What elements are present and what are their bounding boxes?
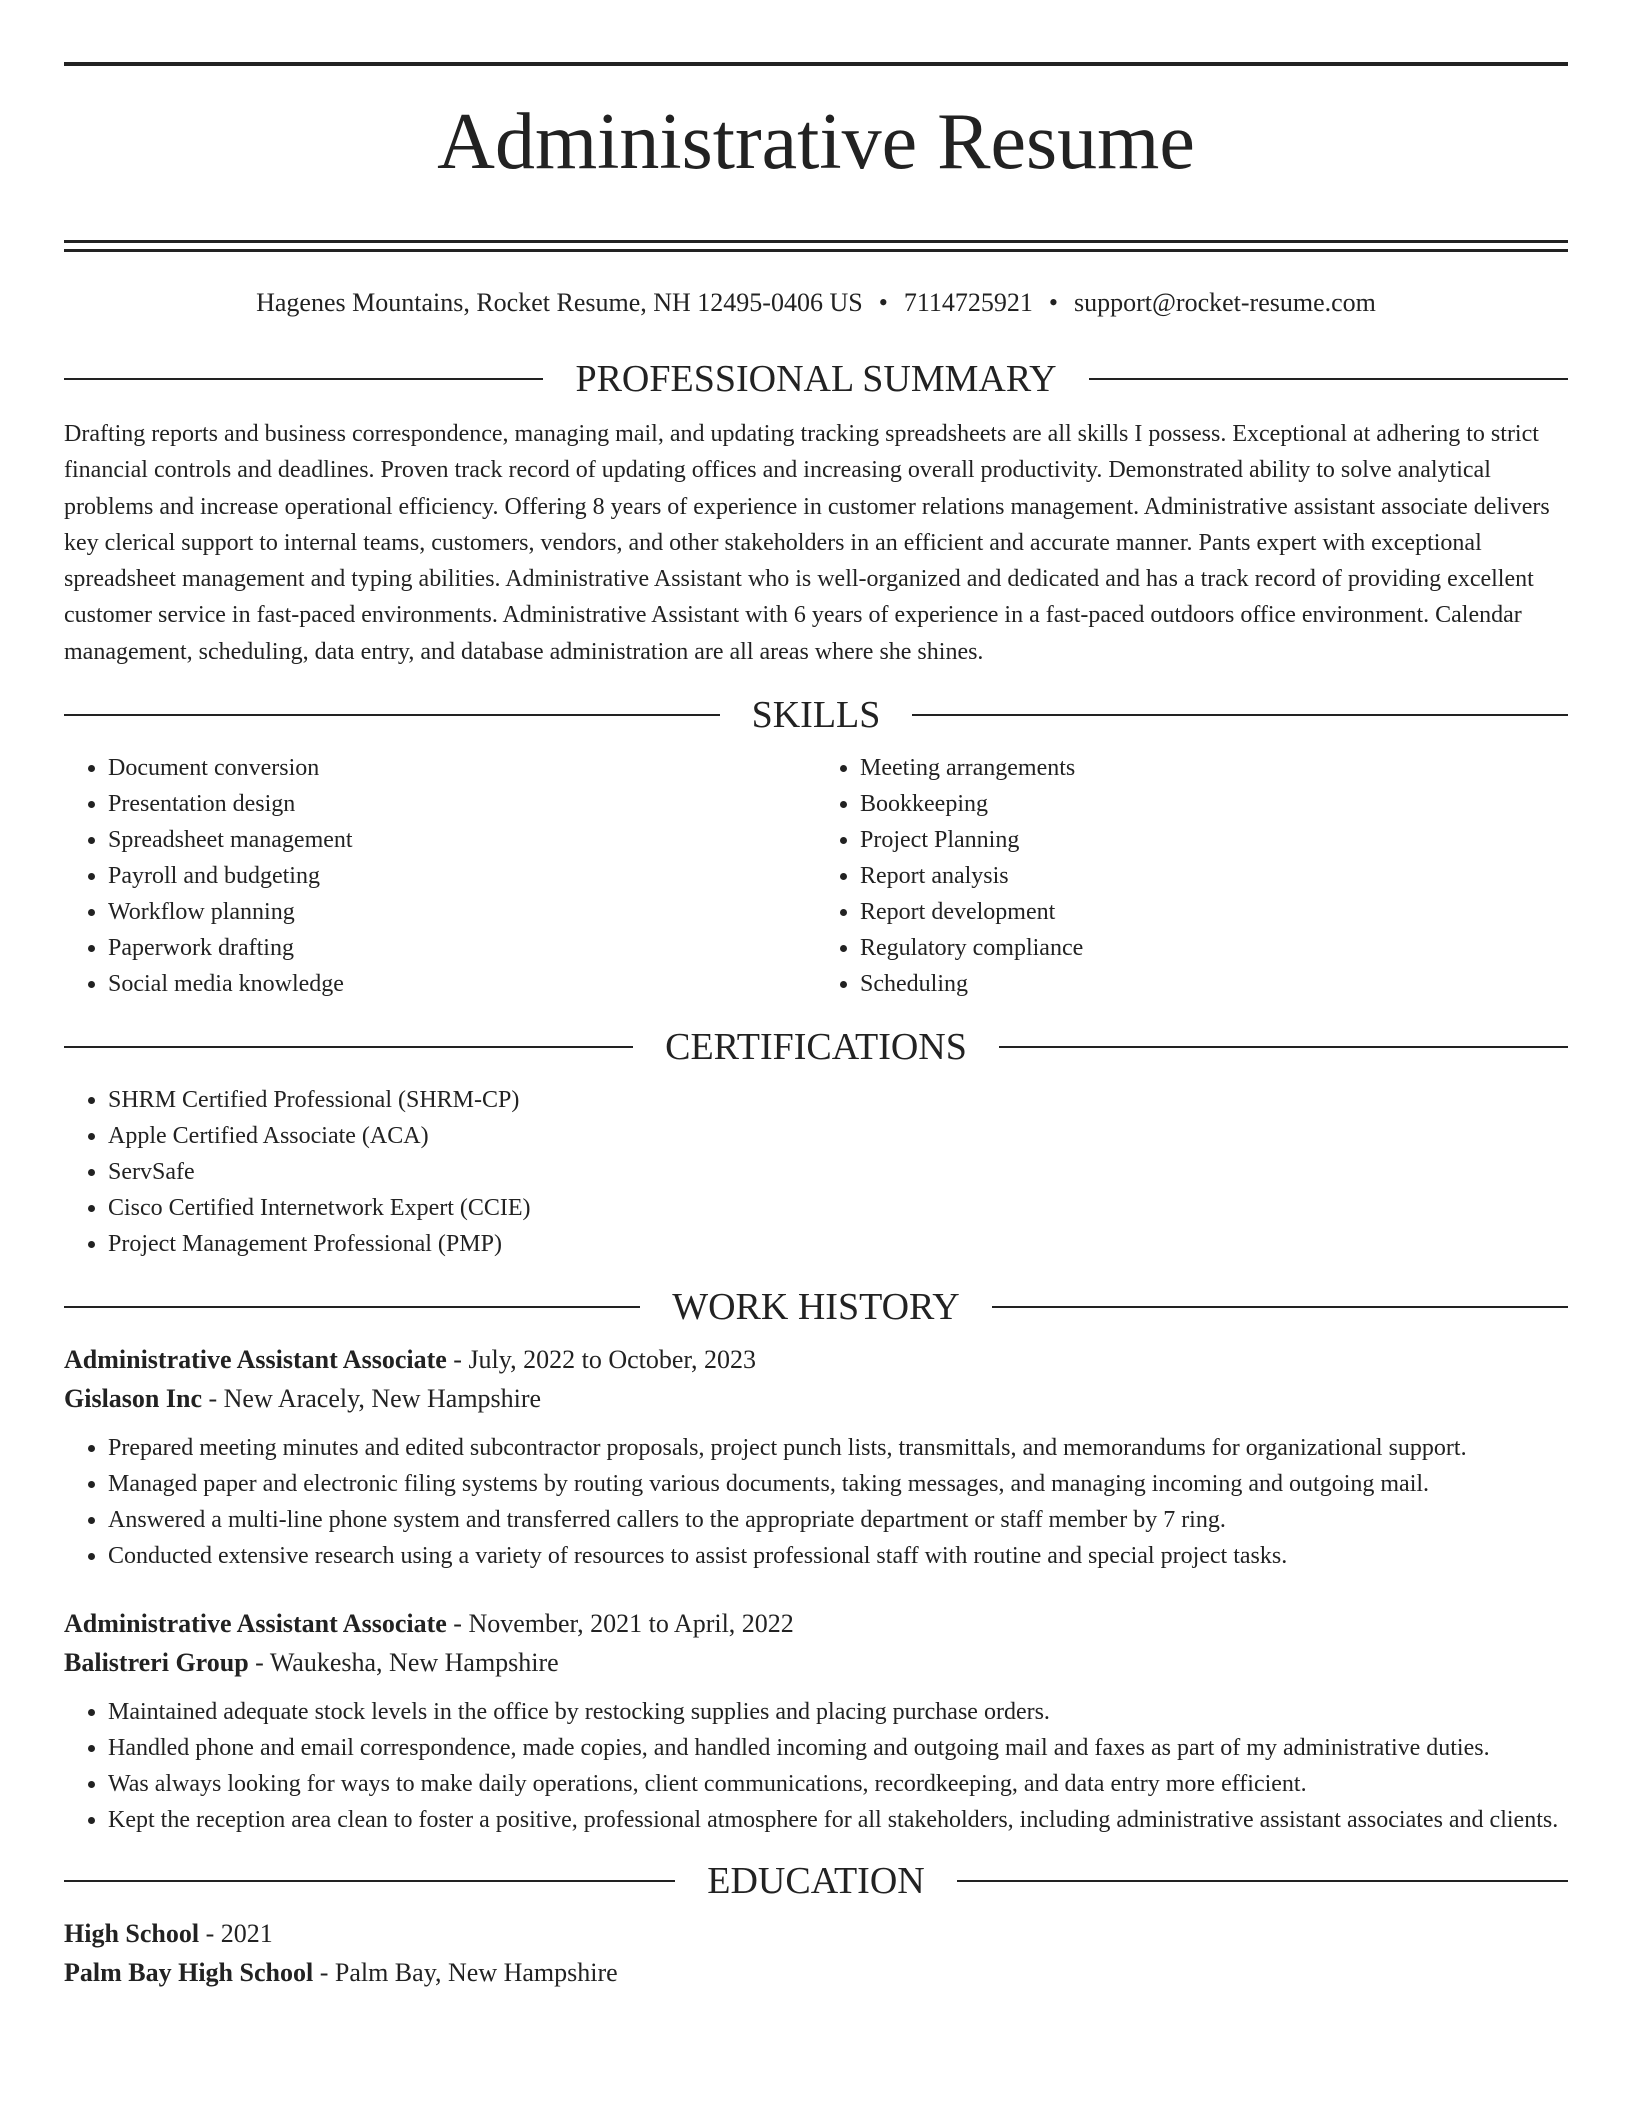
certification-item: • Apple Certified Associate (ACA) — [108, 1118, 1568, 1154]
job-duty: • Prepared meeting minutes and edited subcontractor proposals, project punch lists, transmittals, and memorandums for organizational support. — [108, 1430, 1568, 1466]
job-entry — [64, 1604, 1568, 1838]
job-duty: • Managed paper and electronic filing systems by routing various documents, taking messages, and managing incoming and outgoing mail. — [108, 1466, 1568, 1502]
certification-item: • ServSafe — [108, 1154, 1568, 1190]
heading-rule — [999, 1046, 1568, 1048]
title-double-rule — [64, 240, 1568, 252]
job-title-line — [64, 1340, 1568, 1379]
skill-item: • Social media knowledge — [108, 966, 816, 1002]
contact-phone: 7114725921 — [903, 288, 1033, 317]
job-duty: • Answered a multi-line phone system and transferred callers to the appropriate department or staff member by 7 ring. — [108, 1502, 1568, 1538]
section-heading-certifications — [64, 1024, 1568, 1070]
education-location: - Palm Bay, New Hampshire — [313, 1958, 618, 1988]
job-duty: • Kept the reception area clean to foster a positive, professional atmosphere for all stakeholders, including administrative assistant associates and clients. — [108, 1802, 1568, 1838]
skill-item: • Report development — [860, 894, 1568, 930]
job-title: Administrative Assistant Associate — [64, 1345, 447, 1375]
job-company: Gislason Inc — [64, 1384, 202, 1414]
education-year: - 2021 — [199, 1919, 273, 1949]
job-duty: • Conducted extensive research using a variety of resources to assist professional staff with routine and special project tasks. — [108, 1538, 1568, 1574]
heading-rule — [992, 1306, 1568, 1308]
skill-item: • Paperwork drafting — [108, 930, 816, 966]
skill-item: • Report analysis — [860, 858, 1568, 894]
job-entry — [64, 1340, 1568, 1574]
skill-item: • Project Planning — [860, 822, 1568, 858]
job-location: - New Aracely, New Hampshire — [202, 1384, 542, 1414]
job-duty: • Handled phone and email correspondence, made copies, and handled incoming and outgoing mail and faxes as part of my administrative duties. — [108, 1730, 1568, 1766]
resume-title: Administrative Resume — [437, 98, 1195, 186]
job-title: Administrative Assistant Associate — [64, 1609, 447, 1639]
skill-item: • Document conversion — [108, 750, 816, 786]
skill-item: • Presentation design — [108, 786, 816, 822]
skills-list — [64, 750, 1568, 1002]
education-degree: High School — [64, 1919, 200, 1949]
contact-separator: • — [878, 288, 888, 317]
job-duties — [64, 1430, 1568, 1574]
education-school-line — [64, 1953, 1568, 1992]
heading-rule — [64, 1880, 675, 1882]
education-entry — [64, 1914, 1568, 1992]
heading-rule — [1089, 378, 1568, 380]
section-heading-skills — [64, 692, 1568, 738]
heading-rule — [64, 1306, 640, 1308]
contact-line — [64, 286, 1568, 320]
contact-separator: • — [1048, 288, 1058, 317]
education-school: Palm Bay High School — [64, 1958, 314, 1988]
section-heading-summary — [64, 356, 1568, 402]
certification-item: • SHRM Certified Professional (SHRM-CP) — [108, 1082, 1568, 1118]
job-title-line — [64, 1604, 1568, 1643]
skill-item: • Payroll and budgeting — [108, 858, 816, 894]
skill-item: • Spreadsheet management — [108, 822, 816, 858]
job-company-line — [64, 1643, 1568, 1682]
certifications-list — [64, 1082, 1568, 1262]
skills-column-right — [816, 750, 1568, 1002]
section-label: SKILLS — [751, 694, 881, 737]
job-duties — [64, 1694, 1568, 1838]
skill-item: • Workflow planning — [108, 894, 816, 930]
section-label: WORK HISTORY — [672, 1286, 960, 1329]
skill-item: • Bookkeeping — [860, 786, 1568, 822]
skill-item: • Scheduling — [860, 966, 1568, 1002]
skills-column-left — [64, 750, 816, 1002]
contact-address: Hagenes Mountains, Rocket Resume, NH 12495-0406 US — [256, 288, 863, 317]
job-duty: • Was always looking for ways to make daily operations, client communications, recordkeeping, and data entry more efficient. — [108, 1766, 1568, 1802]
top-rule — [64, 62, 1568, 66]
summary-text: Drafting reports and business correspondence, managing mail, and updating tracking spreadsheets are all skills I possess. Exceptional at adhering to strict financial controls and deadlines. Proven track record of updating offices and increasing overall productivity. Demonstrated ability to solve analytical problems and increase operational efficiency. Offering 8 years of experience in customer relations management. Administrative assistant associate delivers key clerical support to internal teams, customers, vendors, and other stakeholders in an efficient and accurate manner. Pants expert with exceptional spreadsheet management and typing abilities. Administrative Assistant who is well-organized and dedicated and has a track record of providing excellent customer service in fast-paced environments. Administrative Assistant with 6 years of experience in a fast-paced outdoors office environment. Calendar management, scheduling, data entry, and database administration are all areas where she shines. — [64, 421, 1550, 665]
certification-item: • Cisco Certified Internetwork Expert (CCIE) — [108, 1190, 1568, 1226]
section-label: PROFESSIONAL SUMMARY — [575, 358, 1057, 400]
heading-rule — [912, 714, 1568, 716]
certification-item: • Project Management Professional (PMP) — [108, 1226, 1568, 1262]
heading-rule — [957, 1880, 1568, 1882]
education-degree-line — [64, 1914, 1568, 1953]
contact-email: support@rocket-resume.com — [1073, 288, 1376, 317]
section-label: EDUCATION — [707, 1860, 925, 1903]
section-heading-work-history — [64, 1284, 1568, 1330]
heading-rule — [64, 714, 720, 716]
job-dates: - November, 2021 to April, 2022 — [446, 1609, 794, 1639]
section-label: CERTIFICATIONS — [665, 1026, 967, 1069]
skill-item: • Regulatory compliance — [860, 930, 1568, 966]
heading-rule — [64, 378, 543, 380]
job-company-line — [64, 1379, 1568, 1418]
heading-rule — [64, 1046, 633, 1048]
job-company: Balistreri Group — [64, 1648, 249, 1678]
section-heading-education — [64, 1858, 1568, 1904]
skill-item: • Meeting arrangements — [860, 750, 1568, 786]
job-duty: • Maintained adequate stock levels in the office by restocking supplies and placing purchase orders. — [108, 1694, 1568, 1730]
job-location: - Waukesha, New Hampshire — [248, 1648, 559, 1678]
job-dates: - July, 2022 to October, 2023 — [446, 1345, 757, 1375]
